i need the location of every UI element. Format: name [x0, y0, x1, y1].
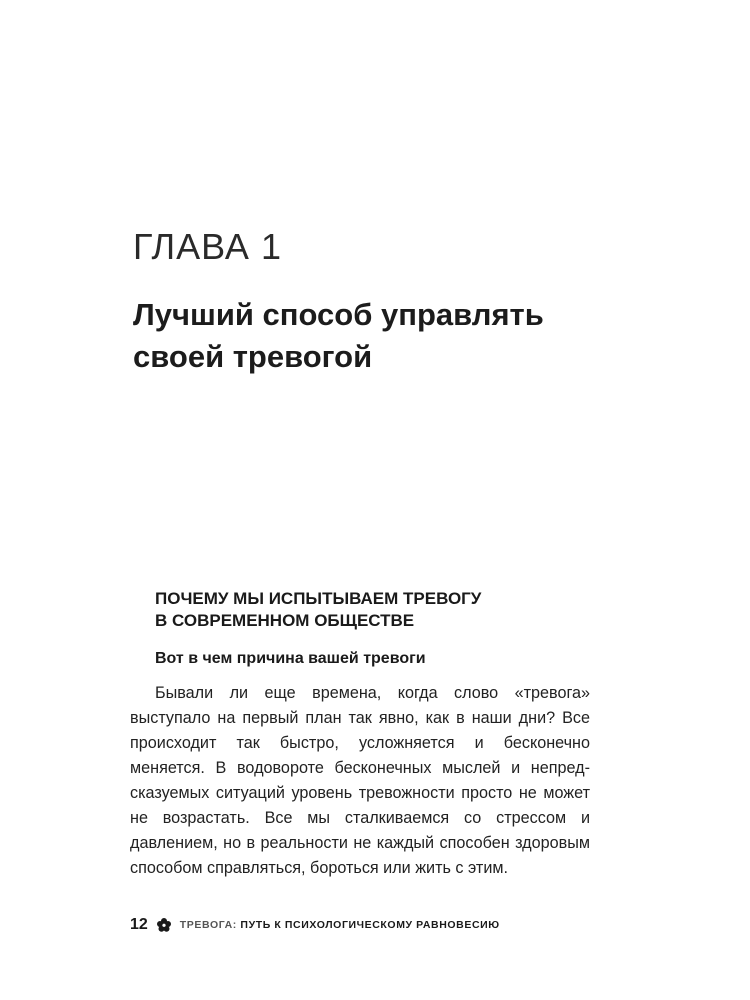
- chapter-title-line-1: Лучший способ управлять: [133, 297, 544, 332]
- page-footer: [130, 916, 500, 934]
- chapter-title-line-2: своей тревогой: [133, 339, 373, 374]
- subheading: Вот в чем причина вашей тревоги: [155, 650, 426, 667]
- flower-icon: [156, 917, 172, 933]
- page-number: 12: [130, 916, 148, 933]
- running-head: [180, 919, 500, 931]
- running-head-book-title: ТРЕВОГА:: [179, 919, 237, 931]
- chapter-label: ГЛАВА 1: [133, 226, 282, 267]
- body-paragraph: Бывали ли еще времена, когда слово «тревога» выступало на первый план так явно, как в наши дни? Все происходит так быстро, усложняется и бесконечно меняется. В водовороте бесконечных мыслей и непредсказуемых ситуаций уровень тревожности просто не может не возрастать. Все мы сталкиваемся со стрессом и давлением, но в реальности не каждый способен здоровым способом справляться, бороться или жить с этим.: [130, 684, 590, 877]
- chapter-title: [133, 294, 653, 378]
- section-heading-line-1: ПОЧЕМУ МЫ ИСПЫТЫВАЕМ ТРЕВОГУ: [155, 589, 482, 608]
- section-heading: [155, 588, 625, 632]
- section-heading-line-2: В СОВРЕМЕННОМ ОБЩЕСТВЕ: [155, 611, 415, 630]
- running-head-subtitle: ПУТЬ К ПСИХОЛОГИЧЕСКОМУ РАВНОВЕСИЮ: [240, 919, 500, 931]
